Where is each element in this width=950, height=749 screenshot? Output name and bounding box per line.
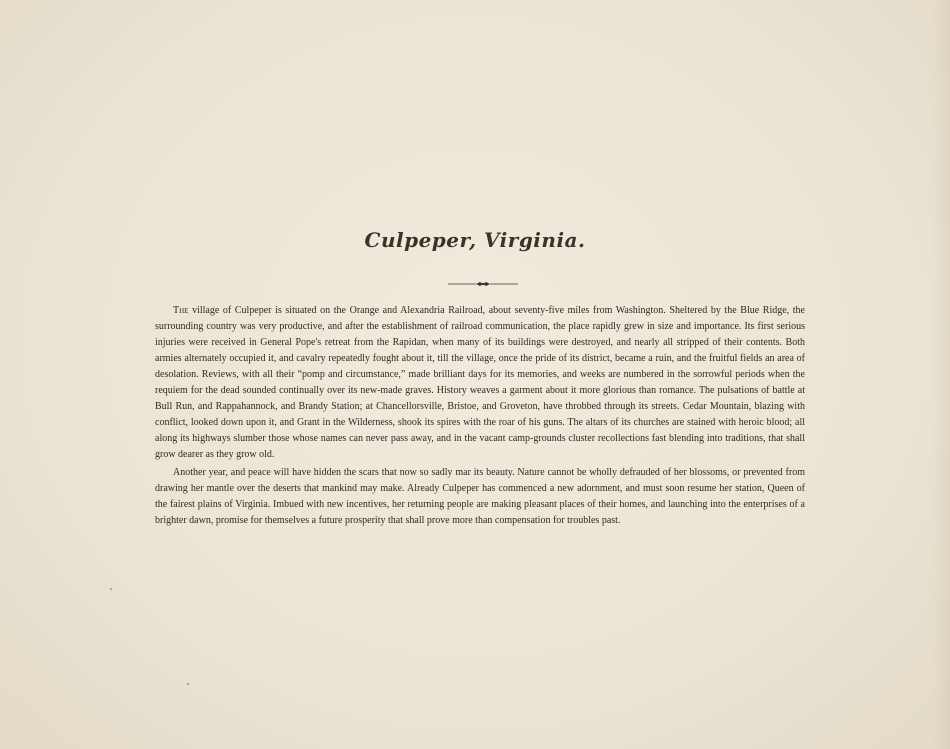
paragraph-2: Another year, and peace will have hidden the scars that now so sadly mar its beauty. Nature cannot be wholly defrauded of her blossoms, or prevented from drawing her mantle over the deserts that mankind may make. Already Culpeper has commenced a new adornment, and must soon resume her station, Queen of the fairest plains of Virginia. Imbued with new incentives, her returning people are making pleasant places of their homes, and launching into the enterprises of a brighter dawn, promise for themselves a future prosperity that shall prove more than compensation for troubles past. [155,467,805,526]
paragraph-1-text: village of Culpeper is situated on the Orange and Alexandria Railroad, about seventy-five miles from Washington. Sheltered by the Blue Ridge, the surrounding country was very productive, and after the establishment of railroad communication, the place rapidly grew in size and importance. Its first serious injuries were received in General Pope's retreat from the Rapidan, when many of its buildings were destroyed, and nearly all stripped of their contents. Both armies alternately occupied it, and cavalry repeatedly fought about it, till the village, once the pride of its district, became a ruin, and the fruitful fields an area of desolation. Reviews, with all their “pomp and circumstance,” made brilliant days for its memories, and weeks are numbered in the sorrowful periods when the requiem for the dead sounded continually over its new-made graves. History weaves a garment about it more glorious than romance. The pulsations of battle at Bull Run, and Rappahannock, and Brandy Station; at Chancellorsville, Bristoe, and Groveton, have throbbed through its streets. Cedar Mountain, blazing with conflict, looked down upon it, and Grant in the Wilderness, shook its spires with the roar of his guns. The altars of its churches are stained with heroic blood; all along its highways slumber those whose names can never pass away, and in the vacant camp-grounds cluster recollections fast blending into traditions, that shall grow dearer as they grow old. [155,305,805,460]
paragraph-1 [155,303,805,463]
paragraph-1-lead: The [173,305,189,316]
article-body [155,303,805,529]
page-edge-shadow [932,0,950,749]
paper-speck [110,588,112,590]
paper-speck [187,683,189,685]
title-divider-ornament [448,280,518,288]
page-title: Culpeper, Virginia. [364,228,586,252]
